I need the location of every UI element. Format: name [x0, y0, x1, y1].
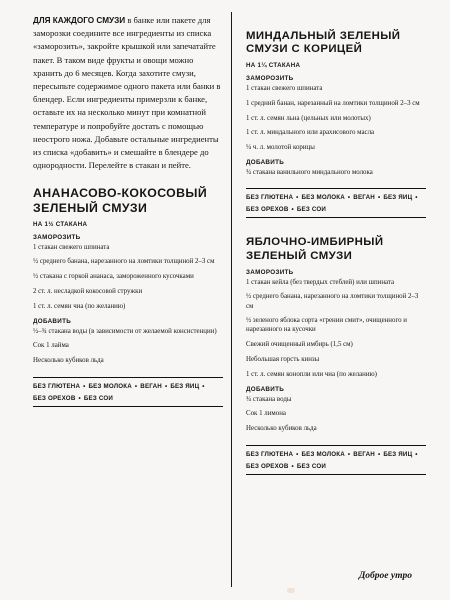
right-column — [246, 30, 426, 475]
intro-paragraph — [33, 14, 223, 172]
ingredient: Несколько кубиков льда — [33, 357, 104, 365]
diet-tags — [246, 188, 426, 218]
ingredient: Небольшая горсть кинзы — [246, 355, 320, 363]
diet-tag: БЕЗ ОРЕХОВ — [246, 462, 289, 470]
tag-separator: • — [83, 383, 86, 391]
diet-tag: БЕЗ ОРЕХОВ — [246, 205, 289, 213]
tag-separator: • — [291, 462, 294, 470]
tag-separator: • — [347, 194, 351, 202]
recipe-yield: НА 1¼ СТАКАНА — [246, 62, 301, 70]
tag-separator: • — [202, 383, 205, 391]
diet-tag: БЕЗ СОИ — [83, 394, 114, 402]
recipe-title-line1: АНАНАСОВО-КОКОСОВЫЙ — [33, 186, 208, 201]
tag-separator: • — [377, 451, 381, 459]
ingredient: 1 стакан свежего шпината — [246, 85, 323, 93]
tag-separator: • — [164, 383, 168, 391]
recipe-title — [246, 236, 426, 262]
ingredient: Свежий очищенный имбирь (1,5 см) — [246, 341, 353, 349]
recipe-almond-cinnamon — [246, 30, 426, 218]
tag-separator: • — [347, 451, 351, 459]
recipe-yield: НА 1½ СТАКАНА — [33, 220, 88, 228]
ingredient: Сок 1 лайма — [33, 342, 69, 350]
recipe-title-line2: СМУЗИ С КОРИЦЕЙ — [246, 43, 363, 56]
diet-tag: БЕЗ МОЛОКА — [301, 194, 345, 202]
tag-separator: • — [415, 451, 418, 459]
diet-tag: БЕЗ МОЛОКА — [301, 451, 345, 459]
ingredient: ½–¾ стакана воды (в зависимости от желаемой консистенции) — [33, 327, 217, 335]
recipe-title — [246, 30, 426, 56]
column-divider — [231, 12, 232, 587]
diet-tag: ВЕГАН — [140, 383, 162, 391]
tag-separator: • — [415, 194, 418, 202]
add-heading: ДОБАВИТЬ — [246, 385, 285, 393]
add-heading: ДОБАВИТЬ — [246, 159, 285, 167]
intro-text: в банке или пакете для заморозки соедините все ингредиенты из списка «заморозить», закройте крышкой или запечатайте пакет. В таком виде фрукты и овощи можно хранить до 6 месяцев. Когда захотите смузи, пересыпьте содержимое одного пакета или банки в блендер. Если ингредиенты примерзли к банке, оставьте их на несколько минут при комнатной температуре и попробуйте достать с помощью неострого ножа. Добавьте остальные ингредиенты из списка «добавить» и смешайте в блендере до однородности. Перелейте в стакан и пейте. — [33, 15, 221, 171]
add-heading: ДОБАВИТЬ — [33, 317, 72, 325]
diet-tag: БЕЗ ГЛЮТЕНА — [33, 383, 81, 391]
ingredient: 1 стакан свежего шпината — [33, 243, 110, 251]
ingredient: 1 ст. л. семян льна (цельных или молотых) — [246, 114, 371, 122]
recipe-title-line2: ЗЕЛЕНЫЙ СМУЗИ — [246, 249, 353, 262]
diet-tag: ВЕГАН — [353, 451, 375, 459]
ingredient: ¾ стакана ванильного миндального молока — [246, 169, 373, 177]
tag-separator: • — [134, 383, 138, 391]
recipe-title-line2: ЗЕЛЕНЫЙ СМУЗИ — [33, 200, 148, 215]
ingredient: 2 ст. л. несладкой кокосовой стружки — [33, 287, 143, 295]
left-column — [33, 14, 223, 407]
diet-tags — [246, 445, 426, 475]
ingredient: 1 ст. л. миндального или арахисового масла — [246, 129, 375, 137]
ingredient: Сок 1 лимона — [246, 410, 286, 418]
diet-tag: БЕЗ МОЛОКА — [88, 383, 132, 391]
ingredient: ¼ ч. л. молотой корицы — [246, 144, 315, 152]
running-footer: Доброе утро — [358, 571, 412, 581]
diet-tag: БЕЗ ЯИЦ — [383, 451, 413, 459]
tag-separator: • — [296, 194, 299, 202]
ingredient: ½ стакана с горкой ананаса, замороженного кусочками — [33, 273, 194, 281]
diet-tag: БЕЗ СОИ — [296, 462, 327, 470]
tag-separator: • — [377, 194, 381, 202]
diet-tag: БЕЗ ЯИЦ — [170, 383, 200, 391]
paper-smudge — [287, 588, 295, 593]
freeze-heading: ЗАМОРОЗИТЬ — [33, 233, 81, 241]
ingredient: ¾ стакана воды — [246, 395, 292, 403]
ingredient: 1 стакан кейла (без твердых стеблей) или шпината — [246, 278, 395, 286]
diet-tag: БЕЗ ГЛЮТЕНА — [246, 451, 294, 459]
diet-tag: БЕЗ ГЛЮТЕНА — [246, 194, 294, 202]
recipe-pineapple-coconut — [33, 186, 223, 407]
diet-tags — [33, 377, 223, 407]
diet-tag: БЕЗ СОИ — [296, 205, 327, 213]
ingredient: ½ среднего банана, нарезанного на ломтики толщиной 2–3 см — [33, 258, 215, 266]
diet-tag: БЕЗ ЯИЦ — [383, 194, 413, 202]
recipe-title-line1: МИНДАЛЬНЫЙ ЗЕЛЕНЫЙ — [246, 30, 401, 42]
freeze-heading: ЗАМОРОЗИТЬ — [246, 268, 294, 276]
diet-tag: БЕЗ ОРЕХОВ — [33, 394, 76, 402]
ingredient: Несколько кубиков льда — [246, 425, 317, 433]
recipe-title-line1: ЯБЛОЧНО-ИМБИРНЫЙ — [246, 236, 384, 249]
tag-separator: • — [78, 394, 81, 402]
diet-tag: ВЕГАН — [353, 194, 375, 202]
recipe-title — [33, 186, 223, 214]
freeze-heading: ЗАМОРОЗИТЬ — [246, 75, 294, 83]
tag-separator: • — [291, 205, 294, 213]
ingredient: ½ зеленого яблока сорта «грении смит», очищенного и нарезанного на кусочки — [246, 317, 407, 334]
intro-lead: ДЛЯ КАЖДОГО СМУЗИ — [33, 16, 126, 25]
recipe-apple-ginger — [246, 236, 426, 475]
ingredient: 1 ст. л. семян чиа (по желанию) — [33, 302, 126, 310]
ingredient: 1 ст. л. семян конопли или чиа (по желанию) — [246, 370, 377, 378]
tag-separator: • — [296, 451, 299, 459]
ingredient: 1 средний банан, нарезанный на ломтики толщиной 2–3 см — [246, 99, 420, 107]
ingredient: ½ среднего банана, нарезанного на ломтики толщиной 2–3 см — [246, 293, 419, 310]
